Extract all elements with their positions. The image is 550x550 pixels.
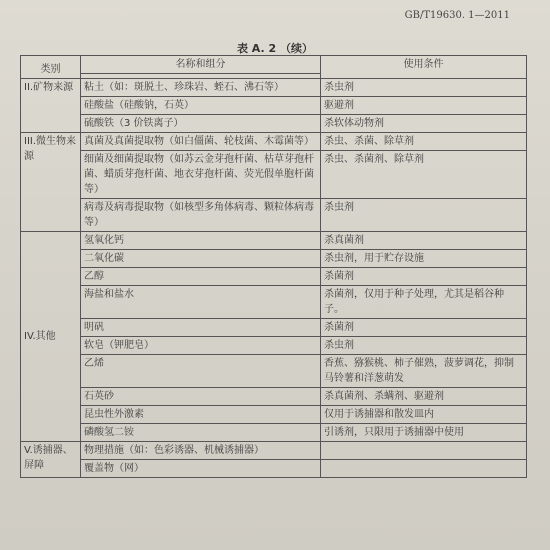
category-cell: III.微生物来源 xyxy=(21,133,81,232)
item-name: 石英砂 xyxy=(81,388,321,406)
item-name: 病毒及病毒提取物（如核型多角体病毒、颗粒体病毒等） xyxy=(81,199,321,232)
item-condition: 杀软体动物剂 xyxy=(321,115,527,133)
category-cell: IV.其他 xyxy=(21,232,81,442)
item-condition: 杀虫、杀菌、除草剂 xyxy=(321,133,527,151)
item-name: 乙烯 xyxy=(81,355,321,388)
header-name: 名称和组分 xyxy=(81,56,321,74)
item-name: 昆虫性外激素 xyxy=(81,406,321,424)
header-condition: 使用条件 xyxy=(321,56,527,79)
item-name: 硅酸盐（硅酸钠，石英） xyxy=(81,97,321,115)
item-name: 海盐和盐水 xyxy=(81,286,321,319)
item-name: 硫酸铁（3 价铁离子） xyxy=(81,115,321,133)
item-condition: 杀真菌剂、杀螨剂、驱避剂 xyxy=(321,388,527,406)
item-condition: 引诱剂，只限用于诱捕器中使用 xyxy=(321,424,527,442)
item-condition: 杀虫剂，用于贮存设施 xyxy=(321,250,527,268)
item-condition: 杀虫、杀菌剂、除草剂 xyxy=(321,151,527,199)
item-name: 氢氧化钙 xyxy=(81,232,321,250)
item-name: 物理措施（如：色彩诱器、机械诱捕器） xyxy=(81,442,321,460)
item-name: 粘土（如：斑脱土、珍珠岩、蛭石、沸石等） xyxy=(81,79,321,97)
item-name: 软皂（钾肥皂） xyxy=(81,337,321,355)
category-cell: V.诱捕器、屏障 xyxy=(21,442,81,478)
pesticide-table xyxy=(20,55,527,478)
item-condition: 杀菌剂，仅用于种子处理，尤其是稻谷种子。 xyxy=(321,286,527,319)
item-condition: 杀虫剂 xyxy=(321,337,527,355)
table-caption: 表 A. 2 （续） xyxy=(236,42,314,55)
item-condition: 驱避剂 xyxy=(321,97,527,115)
item-condition: 杀虫剂 xyxy=(321,79,527,97)
item-condition: 杀菌剂 xyxy=(321,268,527,286)
item-condition: 杀虫剂 xyxy=(321,199,527,232)
header-category: 类别 xyxy=(21,56,81,79)
item-name: 覆盖物（网） xyxy=(81,460,321,478)
item-condition: 杀菌剂 xyxy=(321,319,527,337)
item-condition xyxy=(321,460,527,478)
item-name: 真菌及真菌提取物（如白僵菌、轮枝菌、木霉菌等） xyxy=(81,133,321,151)
item-condition xyxy=(321,442,527,460)
document-id: GB/T19630. 1—2011 xyxy=(404,10,510,21)
item-name: 细菌及细菌提取物（如苏云金芽孢杆菌、枯草芽孢杆菌、蜡质芽孢杆菌、地衣芽孢杆菌、荧光假单胞杆菌等） xyxy=(81,151,321,199)
item-name: 乙醇 xyxy=(81,268,321,286)
item-name: 明矾 xyxy=(81,319,321,337)
item-condition: 仅用于诱捕器和散发皿内 xyxy=(321,406,527,424)
item-name: 磷酸氢二铵 xyxy=(81,424,321,442)
item-name: 二氧化碳 xyxy=(81,250,321,268)
item-condition: 香蕉、猕猴桃、柿子催熟，菠萝调花，抑制马铃薯和洋葱萌发 xyxy=(321,355,527,388)
category-cell: II.矿物来源 xyxy=(21,79,81,133)
item-condition: 杀真菌剂 xyxy=(321,232,527,250)
